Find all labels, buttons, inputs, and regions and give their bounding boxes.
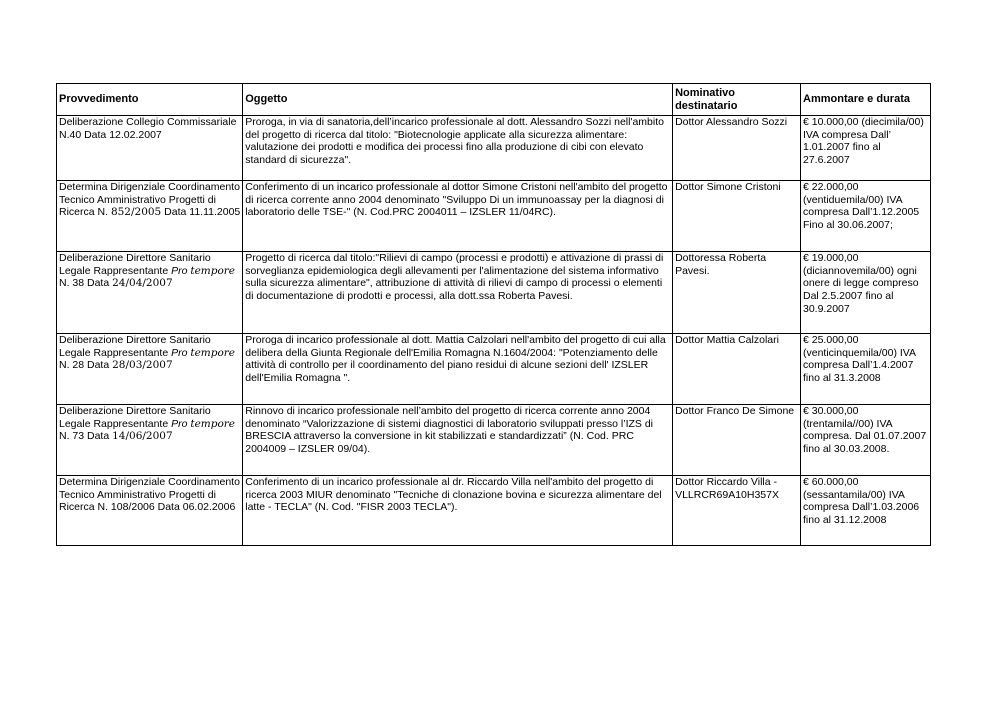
ammontare-cell: € 19.000,00 (diciannovemila/00) ogni onere di legge compreso Dal 2.5.2007 fino al 30.9.2007 <box>801 252 931 334</box>
provvedimento-date: 24/04/2007 <box>112 277 173 290</box>
provvedimento-tempore: tempore <box>190 417 236 430</box>
oggetto-cell: Conferimento di un incarico professionale al dottor Simone Cristoni nell'ambito del progetto di ricerca corrente anno 2004 denominato "Sviluppo Di un immunoassay per la diagnosi di laboratorio delle TSE-" (N. Cod.PRC 2004011 – IZSLER 11/04RC). <box>243 181 673 252</box>
table-body <box>57 116 931 546</box>
table-row <box>57 405 931 476</box>
ammontare-cell: € 22.000,00 (ventiduemila/00) IVA compresa Dall’1.12.2005 Fino al 30.06.2007; <box>801 181 931 252</box>
provvedimento-text: Deliberazione Direttore Sanitario Legale Rappresentante <box>59 405 211 430</box>
table-header <box>57 84 931 116</box>
oggetto-cell: Proroga, in via di sanatoria,dell’incarico professionale al dott. Alessandro Sozzi nell'ambito del progetto di ricerca dal titolo: "Biotecnologie applicate alla sicurezza alimentare: valutazione dei prodotti e modifica dei processi fino alla produzione di cibi con elevato standard di sicurezza". <box>243 116 673 181</box>
oggetto-cell: Rinnovo di incarico professionale nell’ambito del progetto di ricerca corrente anno 2004 denominato “Valorizzazione di sistemi diagnostici di laboratorio sviluppati presso l’IZS di BRESCIA attraverso la conversione in kit stabilizzati e standardizzati” (N. Cod. PRC 2004009 – IZSLER 09/04). <box>243 405 673 476</box>
nominativo-cell: Dottor Riccardo Villa - VLLRCR69A10H357X <box>673 476 801 546</box>
provvedimento-date: 14/06/2007 <box>112 430 173 443</box>
provvedimento-cell <box>57 334 243 405</box>
table-row <box>57 476 931 546</box>
provvedimento-pro: Pro <box>171 264 188 277</box>
provvedimento-date: 28/03/2007 <box>112 359 173 372</box>
oggetto-cell: Conferimento di un incarico professionale al dr. Riccardo Villa nell'ambito del progetto di ricerca 2003 MIUR denominato "Tecniche di clonazione bovina e sicurezza alimentare del latte - TECLA" (N. Cod. "FISR 2003 TECLA"). <box>243 476 673 546</box>
ammontare-cell: € 30.000,00 (trentamila//00) IVA compresa. Dal 01.07.2007 fino al 30.03.2008. <box>801 405 931 476</box>
provvedimento-cell <box>57 116 243 181</box>
provvedimento-text: Deliberazione Direttore Sanitario Legale Rappresentante <box>59 334 211 359</box>
oggetto-cell: Proroga di incarico professionale al dott. Mattia Calzolari nell'ambito del progetto di cui alla delibera della Giunta Regionale dell'Emilia Romagna N.1604/2004: "Potenziamento delle attività di controllo per il coordinamento del piano residui di alcune sezioni dell' IZSLER dell'Emilia Romagna ". <box>243 334 673 405</box>
provvedimento-number: 852/2005 <box>110 206 162 219</box>
provvedimento-cell <box>57 252 243 334</box>
provvedimento-pro: Pro <box>171 346 188 359</box>
header-ammontare: Ammontare e durata <box>801 84 931 116</box>
header-oggetto: Oggetto <box>243 84 673 116</box>
provvedimento-tempore: tempore <box>190 264 236 277</box>
ammontare-cell: € 25.000,00 (venticinquemila/00) IVA compresa Dall’1.4.2007 fino al 31.3.2008 <box>801 334 931 405</box>
provvedimento-tempore: tempore <box>190 346 236 359</box>
provvedimento-cell <box>57 476 243 546</box>
provvedimento-number: N. 28 Data <box>59 359 110 372</box>
provvedimento-date: Data 11.11.2005 <box>164 206 241 219</box>
provvedimento-cell <box>57 405 243 476</box>
table-row <box>57 252 931 334</box>
nominativo-cell: Dottor Simone Cristoni <box>673 181 801 252</box>
provvedimento-text: Deliberazione Direttore Sanitario Legale Rappresentante <box>59 252 211 277</box>
provvedimento-text: Determina Dirigenziale Coordinamento Tecnico Amministrativo Progetti di Ricerca N. <box>59 181 240 219</box>
provvedimento-number: N. 73 Data <box>59 430 110 443</box>
provvedimento-text: Deliberazione Collegio Commissariale N.40 Data 12.02.2007 <box>59 116 237 141</box>
nominativo-cell: Dottor Franco De Simone <box>673 405 801 476</box>
provvedimento-cell <box>57 181 243 252</box>
oggetto-cell: Progetto di ricerca dal titolo:"Rilievi di campo (processi e prodotti) e attivazione di prassi di sorveglianza epidemiologica degli allevamenti per l'alimentazione del sistema informativo sulla sicurezza alimentare", attribuzione di attività di rilievi di campo di processi o elementi di documentazione di prodotti e processi, alla dott.ssa Roberta Pavesi. <box>243 252 673 334</box>
ammontare-cell: € 10.000,00 (diecimila/00) IVA compresa Dall’ 1.01.2007 fino al 27.6.2007 <box>801 116 931 181</box>
header-provvedimento: Provvedimento <box>57 84 243 116</box>
header-row <box>57 84 931 116</box>
incarichi-table <box>56 83 931 546</box>
nominativo-cell: Dottor Mattia Calzolari <box>673 334 801 405</box>
provvedimento-number: N. 38 Data <box>59 277 110 290</box>
ammontare-cell: € 60.000,00 (sessantamila/00) IVA compresa Dall’1.03.2006 fino al 31.12.2008 <box>801 476 931 546</box>
header-nominativo: Nominativo destinatario <box>673 84 801 116</box>
table-row <box>57 116 931 181</box>
table-row <box>57 181 931 252</box>
nominativo-cell: Dottor Alessandro Sozzi <box>673 116 801 181</box>
table-row <box>57 334 931 405</box>
provvedimento-text: Determina Dirigenziale Coordinamento Tecnico Amministrativo Progetti di Ricerca N. 108/2006 Data 06.02.2006 <box>59 476 240 514</box>
nominativo-cell: Dottoressa Roberta Pavesi. <box>673 252 801 334</box>
provvedimento-pro: Pro <box>171 417 188 430</box>
